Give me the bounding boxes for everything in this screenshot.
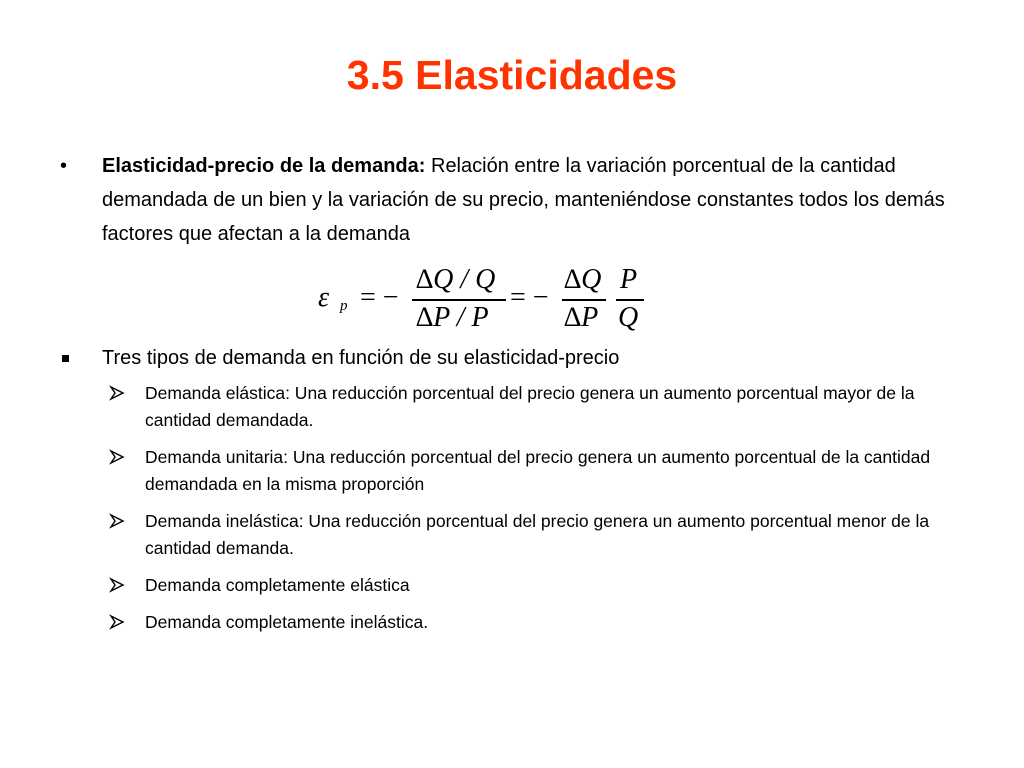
list-item-text: Demanda unitaria: Una reducción porcentual del precio genera un aumento porcentual de la cantidad demandada en la misma proporción: [145, 447, 931, 494]
list-item-text: Demanda completamente elástica: [145, 575, 410, 595]
slide-title: 3.5 Elasticidades: [346, 52, 678, 98]
formula-subscript-p: p: [340, 298, 348, 314]
formula-equals-minus-2: = −: [510, 282, 549, 313]
formula-epsilon: ε: [318, 282, 330, 313]
round-bullet-icon: •: [60, 155, 68, 177]
list-item-text: Demanda inelástica: Una reducción porcentual del precio genera un aumento porcentual menor de la cantidad demanda.: [145, 511, 930, 558]
list-item: [108, 609, 948, 636]
arrow-bullet-icon: [108, 576, 126, 594]
elasticity-formula: [318, 262, 658, 340]
list-item: [108, 380, 948, 434]
definition-text: [102, 149, 952, 251]
formula-fraction3-numerator: P: [620, 264, 638, 295]
square-bullet-icon: [62, 355, 69, 362]
formula-fraction1-bar: [412, 299, 506, 301]
formula-fraction2-denominator: ∆P: [564, 302, 599, 333]
list-item-text: Demanda completamente inelástica.: [145, 612, 429, 632]
formula-fraction2-bar: [562, 299, 606, 301]
demand-types-list: [108, 380, 948, 646]
arrow-bullet-icon: [108, 613, 126, 631]
list-item: [108, 508, 948, 562]
formula-fraction3-bar: [616, 299, 644, 301]
list-item: [108, 444, 948, 498]
formula-fraction2-numerator: ∆Q: [564, 264, 602, 295]
formula-fraction3-denominator: Q: [618, 302, 639, 333]
list-item: [108, 572, 948, 599]
arrow-bullet-icon: [108, 448, 126, 466]
arrow-bullet-icon: [108, 512, 126, 530]
arrow-bullet-icon: [108, 384, 126, 402]
list-item-text: Demanda elástica: Una reducción porcentual del precio genera un aumento porcentual mayor de la cantidad demandada.: [145, 383, 915, 430]
formula-fraction1-numerator: ∆Q / Q: [416, 264, 496, 295]
formula-fraction1-denominator: ∆P / P: [416, 302, 489, 333]
definition-term: Elasticidad-precio de la demanda:: [102, 155, 426, 177]
formula-equals-minus-1: = −: [360, 282, 399, 313]
types-heading: Tres tipos de demanda en función de su elasticidad-precio: [102, 347, 620, 369]
definition-body: Relación entre la variación porcentual de la cantidad demandada de un bien y la variación de su precio, manteniéndose constantes todos los demás factores que afectan a la demanda: [102, 155, 945, 245]
